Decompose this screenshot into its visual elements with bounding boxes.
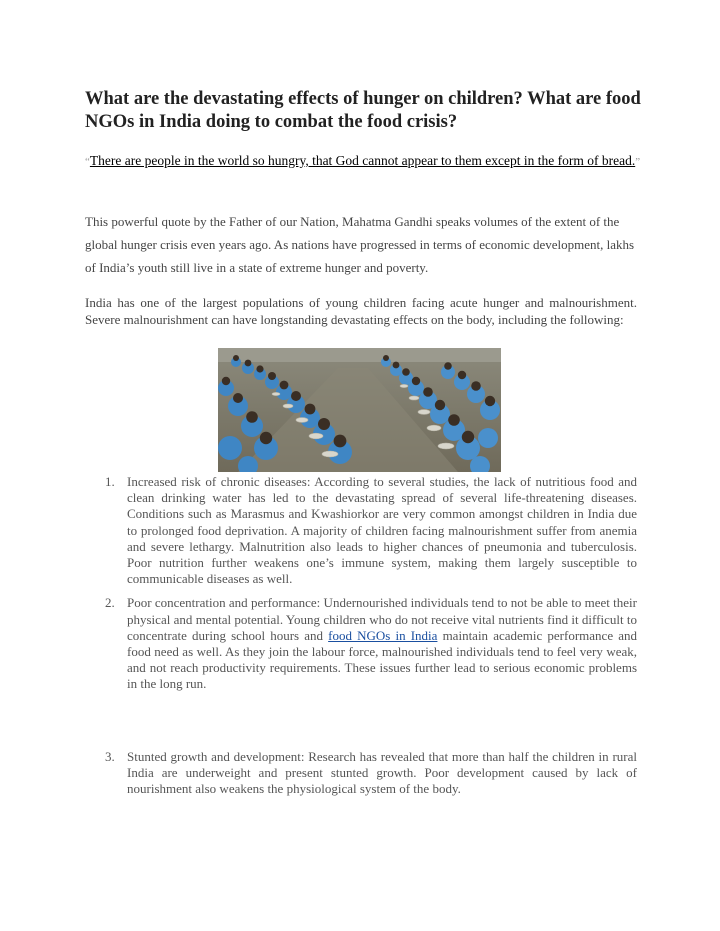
article-title: What are the devastating effects of hunger on children? What are food NGOs in India doing to combat the food crisis? [85, 89, 641, 132]
intro-paragraph: This powerful quote by the Father of our Nation, Mahatma Gandhi speaks volumes of the extent of the global hunger crisis even years ago. As nations have progressed in terms of economic development, lakhs of India’s youth still live in a state of extreme hunger and poverty. [85, 214, 635, 275]
quote-open-mark: “ [85, 156, 90, 168]
food-ngos-in-india-link[interactable]: food NGOs in India [328, 627, 438, 643]
effects-list [85, 474, 637, 797]
list-item [85, 474, 637, 587]
quote-close-mark: ” [635, 156, 641, 168]
list-item-text-before-link: Poor concentration and performance: Undernourished individuals tend to not be able to meet their physical and mental potential. Young children who do not receive vital nutrients find it difficult to concentrate during school hours and [127, 595, 637, 643]
list-item-text: Increased risk of chronic diseases: According to several studies, the lack of nutritious food and clean drinking water has led to the devastating spread of several life-threatening diseases. Conditions such as Marasmus and Kwashiorkor are very common amongst children in India due to prolonged food deprivation. A majority of children facing malnourishment suffer from anemia and severe lethargy. Malnutrition also leads to higher chances of pneumonia and tuberculosis. Poor nutrition further weakens one’s immune system, making them largely susceptible to communicable diseases as well. [127, 474, 637, 587]
list-item-number: 2. [105, 595, 115, 611]
list-item [85, 749, 637, 798]
list-item-number: 3. [105, 748, 115, 764]
list-item-number: 1. [105, 474, 115, 489]
list-item-text: Stunted growth and development: Research has revealed that more than half the children in rural India are underweight and present stunted growth. Poor development caused by lack of nourishment also weakens the physiological system of the body. [127, 748, 637, 797]
quote-text: There are people in the world so hungry, that God cannot appear to them except in the form of bread. [89, 153, 636, 168]
children-eating-photo [218, 348, 501, 472]
list-item [85, 595, 637, 692]
gandhi-quote [85, 150, 645, 173]
malnourishment-paragraph: India has one of the largest populations of young children facing acute hunger and malnourishment. Severe malnourishment can have longstanding devastating effects on the body, including the following: [85, 295, 637, 327]
list-item-text-after-link: maintain academic performance and food need as well. As they join the labour force, malnourished individuals tend to feel very weak, and not reach productivity requirements. These issues further lead to serious economic problems in the long run. [127, 627, 637, 692]
